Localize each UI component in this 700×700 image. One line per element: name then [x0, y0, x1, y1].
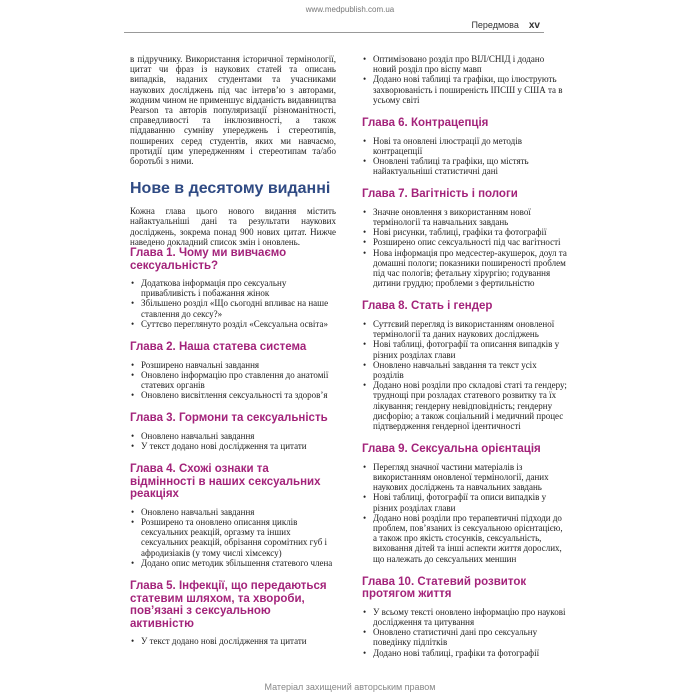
- intro-paragraph: в підручнику. Використання історичної термінології, цитат чи фраз із наукових статей та описань випадків, наданих студентами та учасниками наукових досліджень під час інтерв’ю з авторами, жодним чином не применшує відданість видавництва Pearson та авторів популяризації різноманітності, справедливості та інклюзивності, а також піддаванню сумніву упереджень і стереотипів, поширених серед студентів, яких ми навчаємо, протидії цим упередженням і стереотипам та/або боротьбі з ними.: [130, 54, 336, 167]
- list-item: • Оновлено статистичні дані про сексуальну поведінку підлітків: [362, 627, 568, 647]
- section-paragraph: Кожна глава цього нового видання містить найактуальніші дані та результати наукових досліджень, зокрема понад 900 нових цитат. Нижче наведено докладний список змін і оновлень.: [130, 206, 336, 247]
- page-number: xv: [528, 20, 540, 31]
- list-item: • У всьому тексті оновлено інформацію про наукові дослідження та цитування: [362, 607, 568, 627]
- chapter-heading: Глава 9. Сексуальна орієнтація: [362, 443, 541, 456]
- chapter-heading: Глава 8. Стать і гендер: [362, 300, 493, 313]
- list-item: • Додано нові таблиці, графіки та фотографії: [362, 648, 568, 658]
- chapter-heading: Глава 6. Контрацепція: [362, 117, 489, 130]
- list-item: • Нова інформація про медсестер-акушерок, доул та домашні пологи; показники поширеності проблем під час пологів; фетальну хірургію; годування дитини груддю; проблеми з фертильністю: [362, 248, 568, 289]
- list-item: • У текст додано нові дослідження та цитати: [130, 636, 336, 646]
- running-header: [471, 20, 540, 31]
- chapter-heading: Глава 4. Схожі ознаки та відмінності в наших сексуальних реакціях: [130, 463, 321, 501]
- list-item: • У текст додано нові дослідження та цитати: [130, 441, 336, 451]
- chapter-change-list: [130, 360, 336, 401]
- chapter-change-list: [362, 136, 568, 177]
- list-item: • Нові таблиці, фотографії та описання випадків у різних розділах глави: [362, 339, 568, 359]
- list-item: • Додано нові розділи про терапевтичні підходи до проблем, пов’язаних із сексуальною орієнтацією, а також про якість стосунків, сексуальність, виховання дітей та інші аспекти життя дорослих, що належать до сексуальних меншин: [362, 513, 568, 564]
- chapter-change-list: [130, 431, 336, 451]
- list-item: • Оновлено навчальні завдання: [130, 431, 336, 441]
- right-chapter-list: [362, 117, 568, 658]
- chapter-change-list: [362, 207, 568, 289]
- list-item: • Оптимізовано розділ про ВІЛ/СНІД і додано новий розділ про віспу мавп: [362, 54, 568, 74]
- chapter-change-list: [362, 607, 568, 658]
- header-rule: [124, 32, 544, 33]
- list-item: • Нові рисунки, таблиці, графіки та фотографії: [362, 227, 568, 237]
- list-item: • Додано нові таблиці та графіки, що ілюструють захворюваність і поширеність ІПСШ у США та в усьому світі: [362, 74, 568, 105]
- list-item: • Нові та оновлені ілюстрації до методів контрацепції: [362, 136, 568, 156]
- list-item: • Перегляд значної частини матеріалів із використанням оновленої термінології, даних наукових досліджень та навчальних завдань: [362, 462, 568, 493]
- list-item: • Нові таблиці, фотографії та описи випадків у різних розділах глави: [362, 492, 568, 512]
- chapter-heading: Глава 3. Гормони та сексуальність: [130, 412, 328, 425]
- list-item: • Значне оновлення з використанням нової термінології та навчальних завдань: [362, 207, 568, 227]
- list-item: • Додано нові розділи про складові статі та гендеру; труднощі при розладах статевого розвитку та їх лікування; гендерну невідповідність; гендерну дисфорію; а також соціальний і медичний процес підтвердження гендерної ідентичності: [362, 380, 568, 431]
- left-chapter-list: [130, 247, 336, 646]
- header-title: Передмова: [471, 20, 519, 30]
- chapter-heading: Глава 5. Інфекції, що передаються статевим шляхом, та хвороби, пов’язані з сексуальною активністю: [130, 580, 327, 630]
- list-item: • Оновлено висвітлення сексуальності та здоров’я: [130, 390, 336, 400]
- section-title: Нове в десятому виданні: [130, 180, 331, 198]
- list-item: • Розширено навчальні завдання: [130, 360, 336, 370]
- list-item: • Суттєво переглянуто розділ «Сексуальна освіта»: [130, 319, 336, 329]
- chapter-heading: Глава 7. Вагітність і пологи: [362, 188, 518, 201]
- chapter-continued-list: [362, 54, 568, 105]
- right-column: [362, 54, 568, 658]
- chapter-heading: Глава 10. Статевий розвиток протягом життя: [362, 575, 527, 601]
- list-item: • Оновлено інформацію про ставлення до анатомії статевих органів: [130, 370, 336, 390]
- chapter-change-list: [130, 278, 336, 329]
- chapter-change-list: [130, 636, 336, 646]
- copyright-footer: Матеріал захищений авторським правом: [264, 682, 436, 692]
- list-item: • Суттєвий перегляд із використанням оновленої термінології та даних наукових досліджень: [362, 319, 568, 339]
- chapter-heading: Глава 2. Наша статева система: [130, 341, 307, 354]
- chapter-change-list: [362, 319, 568, 431]
- list-item: • Збільшено розділ «Що сьогодні впливає на наше ставлення до сексу?»: [130, 298, 336, 318]
- chapter-change-list: [362, 462, 568, 564]
- list-item: • Оновлені таблиці та графіки, що містять найактуальніші статистичні дані: [362, 156, 568, 176]
- list-item: • Розширено та оновлено описання циклів сексуальних реакцій, оргазму та інших сексуальних реакцій, обрізання соромітних губ і афродизіаків (у тому числі хімсексу): [130, 517, 336, 558]
- list-item: • Розширено опис сексуальності під час вагітності: [362, 237, 568, 247]
- list-item: • Оновлено навчальні завдання: [130, 507, 336, 517]
- list-item: • Додано опис методик збільшення статевого члена: [130, 558, 336, 568]
- left-column: [130, 54, 336, 646]
- chapter-change-list: [130, 507, 336, 568]
- chapter-heading: Глава 1. Чому ми вивчаємо сексуальність?: [130, 247, 287, 272]
- list-item: • Додаткова інформація про сексуальну привабливість і побажання жінок: [130, 278, 336, 298]
- site-url: www.medpublish.com.ua: [305, 5, 395, 14]
- list-item: • Оновлено навчальні завдання та текст усіх розділів: [362, 360, 568, 380]
